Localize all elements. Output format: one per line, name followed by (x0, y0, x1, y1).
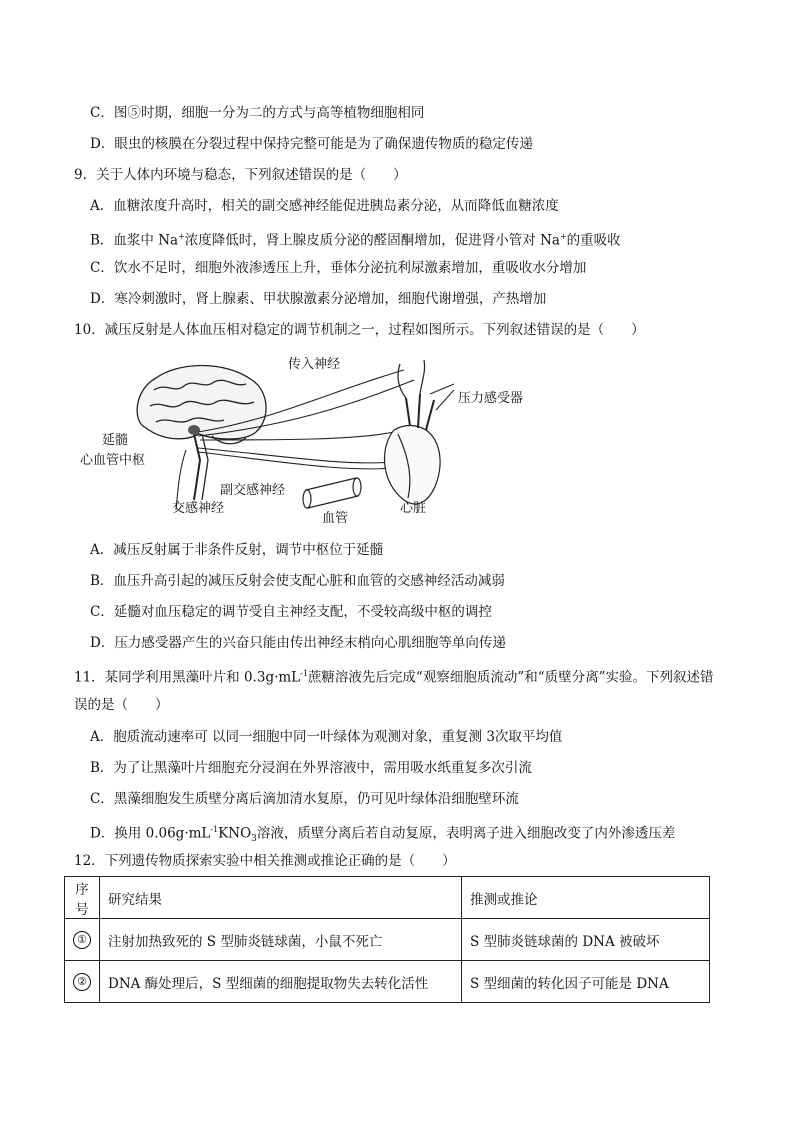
brain-illustration (137, 366, 266, 501)
q8-option-c: C．图⑤时期，细胞一分为二的方式与高等植物细胞相同 (90, 105, 425, 121)
q11-option-d: D．换用 $0.06g\cdot mL^{-1}KNO_3$溶液，质壁分离后若自动复原，表明离子进入细胞改变了内外渗透压差 (90, 825, 676, 845)
table-header-row (65, 877, 710, 919)
q8-option-d: D．眼虫的核膜在分裂过程中保持完整可能是为了确保遗传物质的稳定传递 (90, 136, 533, 152)
label-vessel: 血管 (322, 511, 349, 526)
table-row (65, 919, 710, 961)
q11-stem: 11．某同学利用黑藻叶片和 $0.3g\cdot mL^{-1}$蔗糖溶液先后完成“观察细胞质流动”和“质壁分离”实验。下列叙述错 (74, 669, 714, 686)
q10-option-c: C．延髓对血压稳定的调节受自主神经支配，不受较高级中枢的调控 (90, 604, 492, 620)
row-number: ② (73, 973, 91, 991)
q12-stem: 12．下列遗传物质探索实验中相关推测或推论正确的是（ ） (74, 853, 456, 869)
q11-option-a: A．胞质流动速率可 以同一细胞中同一叶绿体为观测对象，重复测 3次取平均值 (90, 729, 563, 745)
label-sympathetic: 交感神经 (172, 501, 225, 516)
table-row (65, 961, 710, 1003)
header-no: 序号 (65, 877, 100, 919)
medulla-marker (188, 425, 200, 435)
row-inference: S 型细菌的转化因子可能是 DNA (462, 961, 710, 1003)
blood-vessel-illustration (303, 478, 361, 508)
q10-option-b: B．血压升高引起的减压反射会使支配心脏和血管的交感神经活动减弱 (90, 573, 505, 589)
q9-option-b: B．血浆中 Na+浓度降低时，肾上腺皮质分泌的醛固酮增加，促进肾小管对 Na+的重吸收 (90, 232, 621, 249)
heart-illustration (385, 360, 441, 504)
q10-option-d: D．压力感受器产生的兴奋只能由传出神经末梢向心肌细胞等单向传递 (90, 635, 506, 651)
q9-stem: 9．关于人体内环境与稳态，下列叙述错误的是（ ） (74, 167, 407, 183)
experiment-table (64, 876, 710, 1003)
q9-option-d: D．寒冷刺激时，肾上腺素、甲状腺激素分泌增加，细胞代谢增强，产热增加 (90, 291, 547, 307)
q10-stem: 10．减压反射是人体血压相对稳定的调节机制之一，过程如图所示。下列叙述错误的是（ ） (74, 322, 645, 338)
label-parasympathetic: 副交感神经 (220, 483, 286, 498)
label-cv-center: 心血管中枢 (80, 453, 146, 468)
baroreflex-diagram (74, 350, 534, 530)
row-number: ① (73, 931, 91, 949)
q9-option-a: A．血糖浓度升高时，相关的副交感神经能促进胰岛素分泌，从而降低血糖浓度 (90, 198, 559, 214)
label-afferent-nerve: 传入神经 (288, 357, 341, 372)
label-baroreceptor: 压力感受器 (458, 391, 524, 406)
q11-option-c: C．黑藻细胞发生质壁分离后滴加清水复原，仍可见叶绿体沿细胞壁环流 (90, 791, 519, 807)
row-result: 注射加热致死的 S 型肺炎链球菌，小鼠不死亡 (100, 919, 462, 961)
header-result: 研究结果 (100, 877, 462, 919)
row-inference: S 型肺炎链球菌的 DNA 被破坏 (462, 919, 710, 961)
q10-option-a: A．减压反射属于非条件反射，调节中枢位于延髓 (90, 542, 384, 558)
q11-stem-continued: 误的是（ ） (74, 697, 169, 713)
header-inference: 推测或推论 (462, 877, 710, 919)
label-medulla: 延髓 (102, 433, 129, 448)
q9-option-c: C．饮水不足时，细胞外液渗透压上升，垂体分泌抗利尿激素增加，重吸收水分增加 (90, 260, 587, 276)
label-heart: 心脏 (400, 501, 427, 516)
row-result: DNA 酶处理后，S 型细菌的细胞提取物失去转化活性 (100, 961, 462, 1003)
q11-option-b: B．为了让黑藻叶片细胞充分浸润在外界溶液中，需用吸水纸重复多次引流 (90, 760, 532, 776)
